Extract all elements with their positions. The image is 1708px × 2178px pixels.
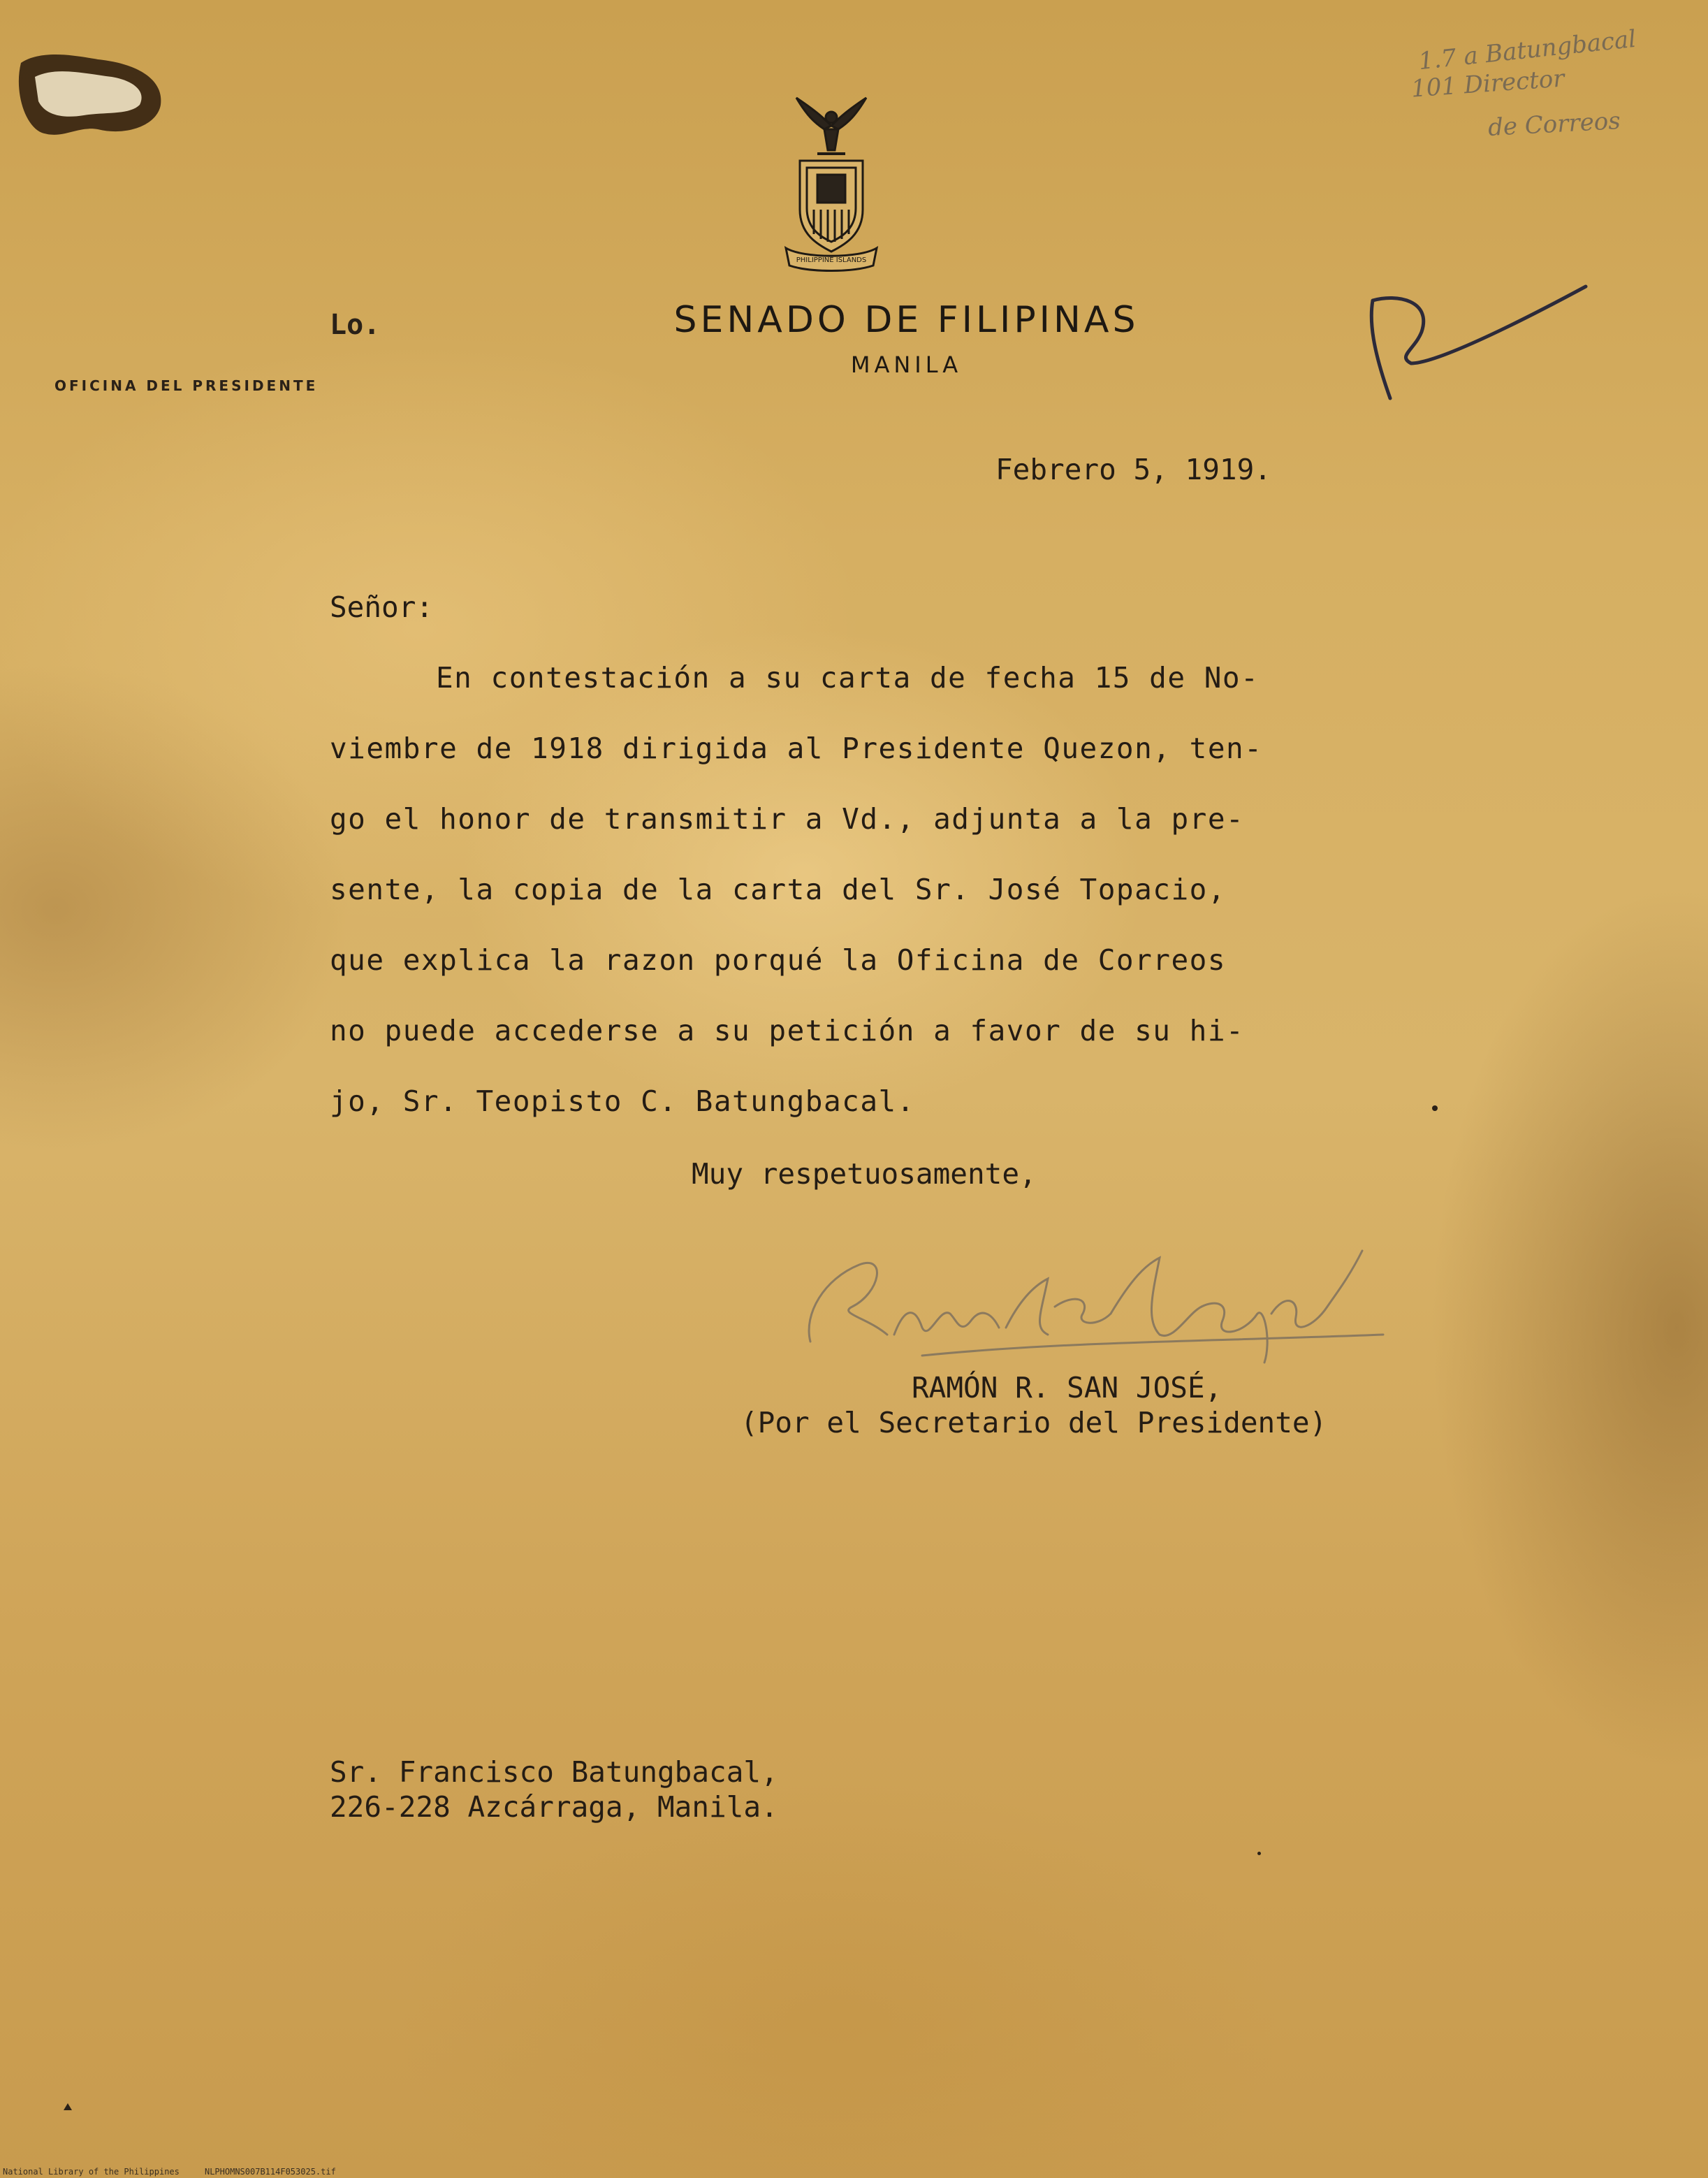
signer-name: RAMÓN R. SAN JOSÉ,: [912, 1371, 1222, 1404]
body-line: que explica la razon porqué la Oficina de Correos: [330, 943, 1227, 977]
pencil-note-line-3: de Correos: [1487, 107, 1621, 142]
pencil-note-line-1: 1.7 a Batungbacal: [1417, 24, 1637, 76]
institution-name: SENADO DE FILIPINAS: [673, 299, 1139, 341]
senate-seal-icon: [775, 84, 887, 273]
archive-footer: National Library of the Philippines NLPHOMNS007B114F053025.tif: [3, 2167, 336, 2177]
body-line: no puede accederse a su petición a favor de su hi-: [330, 1014, 1245, 1047]
seal-motto: PHILIPPINE ISLANDS: [796, 256, 867, 264]
letter-date: Febrero 5, 1919.: [995, 453, 1271, 486]
burn-mark: [14, 49, 168, 154]
office-name: OFICINA DEL PRESIDENTE: [54, 377, 319, 394]
body-line: viembre de 1918 dirigida al Presidente Quezon, ten-: [330, 732, 1263, 765]
body-line: jo, Sr. Teopisto C. Batungbacal.: [330, 1084, 915, 1118]
body-line: En contestación a su carta de fecha 15 de No-: [436, 661, 1260, 695]
stray-dot: [1257, 1852, 1261, 1855]
corner-triangle-icon: [63, 2102, 73, 2112]
letter-body: [330, 660, 1262, 1154]
recipient-name: Sr. Francisco Batungbacal,: [330, 1755, 778, 1789]
signer-title: (Por el Secretario del Presidente): [740, 1406, 1327, 1439]
body-line: go el honor de transmitir a Vd., adjunta a la pre-: [330, 802, 1245, 836]
reference-mark: Lo.: [330, 309, 381, 341]
body-line: sente, la copia de la carta del Sr. José Topacio,: [330, 873, 1227, 906]
stray-dot: [1432, 1105, 1438, 1111]
initial-r-mark: [1355, 279, 1600, 419]
recipient-address: 226-228 Azcárraga, Manila.: [330, 1790, 778, 1824]
pencil-note-line-2: 101 Director: [1410, 64, 1565, 103]
salutation: Señor:: [330, 590, 434, 624]
institution-city: MANILA: [850, 351, 963, 378]
closing: Muy respetuosamente,: [692, 1157, 1037, 1191]
signature: [782, 1237, 1397, 1377]
